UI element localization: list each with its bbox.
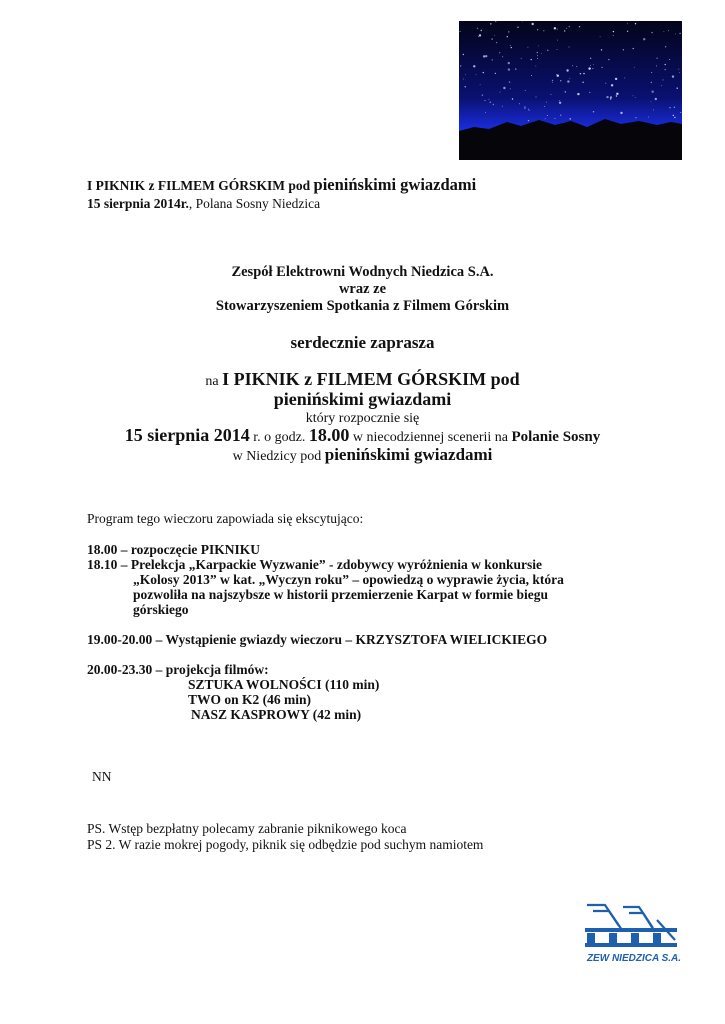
star-dot (541, 53, 542, 54)
program-item-continuation: pozwoliła na najszybsze w historii przemierzenie Karpat w formie biegu (133, 587, 549, 602)
star-dot (593, 111, 594, 112)
star-dot (485, 100, 486, 101)
star-dot (564, 30, 565, 31)
star-dot (494, 35, 495, 36)
program-item: 18.10 – Prelekcja „Karpackie Wyzwanie” - zdobywcy wyróżnienia w konkursie (87, 557, 542, 572)
star-dot (678, 69, 679, 70)
star-dot (528, 109, 529, 110)
star-dot (665, 46, 666, 47)
star-dot (651, 82, 652, 83)
star-dot (557, 49, 558, 50)
star-dot (665, 69, 666, 70)
star-dot (583, 73, 584, 74)
star-dot (546, 102, 547, 103)
star-dot (669, 59, 670, 60)
star-dot (554, 27, 556, 29)
star-dot (503, 87, 505, 89)
star-dot (663, 31, 664, 32)
program-item-continuation: „Kolosy 2013” w kat. „Wyczyn roku” – opowiedzą o wyprawie życia, która (133, 572, 564, 587)
star-dot (633, 48, 634, 49)
star-dot (476, 74, 477, 75)
program-item: 18.00 – rozpoczęcie PIKNIKU (87, 542, 260, 557)
star-dot (593, 64, 594, 65)
star-dot (675, 34, 676, 35)
star-dot (527, 47, 528, 48)
star-dot (576, 66, 577, 67)
event-name: na I PIKNIK z FILMEM GÓRSKIM pod (205, 369, 520, 389)
star-dot (552, 82, 553, 83)
film-item: SZTUKA WOLNOŚCI (110 min) (188, 677, 380, 692)
star-dot (500, 92, 501, 93)
star-dot (623, 49, 624, 50)
star-dot (569, 78, 570, 79)
star-dot (525, 90, 526, 91)
star-dot (572, 65, 573, 66)
organizer-line-3: Stowarzyszeniem Spotkania z Filmem Górskim (215, 298, 510, 314)
event-start-text: który rozpocznie się (305, 411, 420, 426)
star-dot (460, 65, 461, 66)
star-dot (650, 101, 651, 102)
star-dot (674, 117, 675, 118)
starry-sky-svg (459, 21, 682, 160)
star-dot (507, 36, 508, 37)
star-dot (532, 23, 534, 25)
star-dot (502, 56, 503, 57)
star-dot (556, 74, 557, 75)
star-dot (634, 67, 635, 68)
star-dot (569, 47, 570, 48)
star-dot (496, 42, 497, 43)
star-dot (608, 59, 609, 60)
star-dot (493, 104, 494, 105)
star-dot (508, 31, 509, 32)
star-dot (477, 28, 478, 29)
star-dot (624, 77, 625, 78)
star-dot (554, 118, 555, 119)
star-dot (559, 102, 561, 104)
star-dot (502, 106, 503, 107)
star-dot (536, 97, 537, 98)
star-dot (528, 120, 529, 121)
star-dot (651, 72, 652, 73)
star-dot (590, 58, 591, 59)
star-dot (668, 30, 669, 31)
star-dot (495, 73, 496, 74)
starry-sky-image (459, 21, 682, 160)
star-dot (601, 49, 602, 50)
header-title: I PIKNIK z FILMEM GÓRSKIM pod pienińskimi gwiazdami (87, 175, 477, 194)
star-dot (535, 66, 536, 67)
program-intro: Program tego wieczoru zapowiada się ekscytująco: (87, 511, 364, 526)
star-dot (677, 88, 678, 89)
film-item: TWO on K2 (46 min) (188, 692, 312, 707)
star-dot (508, 68, 510, 70)
star-dot (508, 62, 510, 64)
header-date: 15 sierpnia 2014r., Polana Sosny Niedzica (87, 196, 321, 211)
star-dot (566, 69, 568, 71)
star-dot (511, 47, 512, 48)
star-dot (492, 59, 493, 60)
star-dot (521, 58, 522, 59)
star-dot (531, 59, 532, 60)
star-dot (679, 72, 680, 73)
signature: NN (92, 769, 112, 784)
postscript-2: PS 2. W razie mokrej pogody, piknik się odbędzie pod suchym namiotem (87, 837, 484, 852)
star-dot (651, 32, 652, 33)
star-dot (616, 93, 618, 95)
organizer-line-1: Zespół Elektrowni Wodnych Niedzica S.A. (231, 264, 494, 280)
star-dot (509, 81, 510, 82)
star-dot (592, 68, 593, 69)
star-dot (588, 67, 590, 69)
star-dot (473, 65, 475, 67)
star-dot (485, 112, 486, 113)
star-dot (557, 29, 558, 30)
star-dot (547, 115, 548, 116)
star-dot (610, 98, 611, 99)
star-dot (570, 118, 571, 119)
event-name-line-2: pienińskimi gwiazdami (273, 389, 452, 409)
star-dot (537, 29, 538, 30)
star-dot (635, 97, 636, 98)
star-dot (569, 26, 570, 27)
star-dot (610, 96, 612, 98)
star-dot (463, 54, 464, 55)
star-dot (613, 35, 614, 36)
star-dot (480, 84, 481, 85)
star-dot (510, 88, 511, 89)
star-dot (490, 102, 491, 103)
star-dot (531, 75, 532, 76)
organizer-line-2: wraz ze (338, 281, 387, 297)
star-dot (488, 99, 489, 100)
star-dot (524, 106, 525, 107)
postscript-1: PS. Wstęp bezpłatny polecamy zabranie piknikowego koca (87, 821, 407, 836)
star-dot (465, 74, 466, 75)
star-dot (648, 117, 649, 118)
star-dot (552, 80, 553, 81)
star-dot (560, 80, 561, 81)
star-dot (517, 27, 518, 28)
star-dot (620, 112, 622, 114)
star-dot (515, 68, 516, 69)
star-dot (544, 106, 545, 107)
star-dot (611, 84, 613, 86)
star-dot (512, 98, 513, 99)
film-item: NASZ KASPROWY (42 min) (191, 707, 362, 722)
star-dot (538, 45, 539, 46)
star-dot (656, 65, 657, 66)
star-dot (580, 73, 581, 74)
star-dot (663, 79, 664, 80)
star-dot (635, 23, 636, 24)
star-dot (490, 23, 491, 24)
star-dot (605, 83, 606, 84)
star-dot (627, 31, 628, 32)
program-item: 20.00-23.30 – projekcja filmów: (87, 662, 269, 677)
star-dot (519, 103, 520, 104)
star-dot (613, 31, 614, 32)
star-dot (547, 50, 548, 51)
star-dot (669, 107, 670, 108)
zew-niedzica-logo (583, 900, 686, 965)
star-dot (674, 107, 675, 108)
star-dot (560, 115, 561, 116)
star-dot (680, 112, 681, 113)
star-dot (499, 52, 500, 53)
star-dot (491, 38, 492, 39)
star-dot (559, 100, 560, 101)
star-dot (529, 110, 530, 111)
star-dot (479, 34, 481, 36)
star-dot (661, 85, 662, 86)
star-dot (635, 117, 636, 118)
star-dot (679, 33, 680, 34)
star-dot (590, 65, 591, 66)
star-dot (565, 91, 566, 92)
star-dot (606, 96, 608, 98)
star-dot (652, 91, 654, 93)
event-location-line: w Niedzicy pod pienińskimi gwiazdami (232, 445, 493, 464)
star-dot (582, 82, 583, 83)
star-dot (460, 31, 461, 32)
star-dot (482, 95, 483, 96)
invite-heading: serdecznie zaprasza (290, 333, 435, 352)
star-dot (481, 30, 482, 31)
event-date-line: 15 sierpnia 2014 r. o godz. 18.00 w niecodziennej scenerii na Polanie Sosny (124, 425, 601, 445)
star-dot (577, 93, 579, 95)
star-dot (485, 55, 487, 57)
star-dot (655, 98, 657, 100)
star-dot (566, 28, 567, 29)
star-dot (510, 45, 511, 46)
star-dot (672, 75, 674, 77)
star-dot (615, 78, 617, 80)
star-dot (633, 95, 634, 96)
star-dot (524, 108, 525, 109)
program-item: 19.00-20.00 – Wystąpienie gwiazdy wieczoru – KRZYSZTOFA WIELICKIEGO (87, 632, 548, 647)
star-dot (463, 79, 464, 80)
star-dot (616, 95, 617, 96)
star-dot (656, 58, 657, 59)
star-dot (537, 55, 538, 56)
star-dot (465, 86, 466, 87)
star-dot (483, 55, 485, 57)
star-dot (557, 40, 558, 41)
star-dot (589, 92, 590, 93)
zew-niedzica-logo-mark (583, 900, 686, 965)
star-dot (579, 26, 580, 27)
star-dot (567, 80, 569, 82)
star-dot (601, 67, 602, 68)
star-dot (653, 109, 654, 110)
star-dot (665, 64, 666, 65)
star-dot (537, 52, 538, 53)
star-dot (600, 36, 601, 37)
star-dot (673, 115, 674, 116)
star-dot (483, 72, 484, 73)
star-dot (545, 118, 546, 119)
star-dot (478, 36, 479, 37)
star-dot (550, 94, 551, 95)
star-dot (537, 58, 538, 59)
star-dot (627, 23, 628, 24)
logo-text: ZEW NIEDZICA S.A. (586, 953, 682, 964)
star-dot (543, 30, 544, 31)
star-dot (643, 38, 645, 40)
program-item-continuation: górskiego (133, 602, 189, 617)
